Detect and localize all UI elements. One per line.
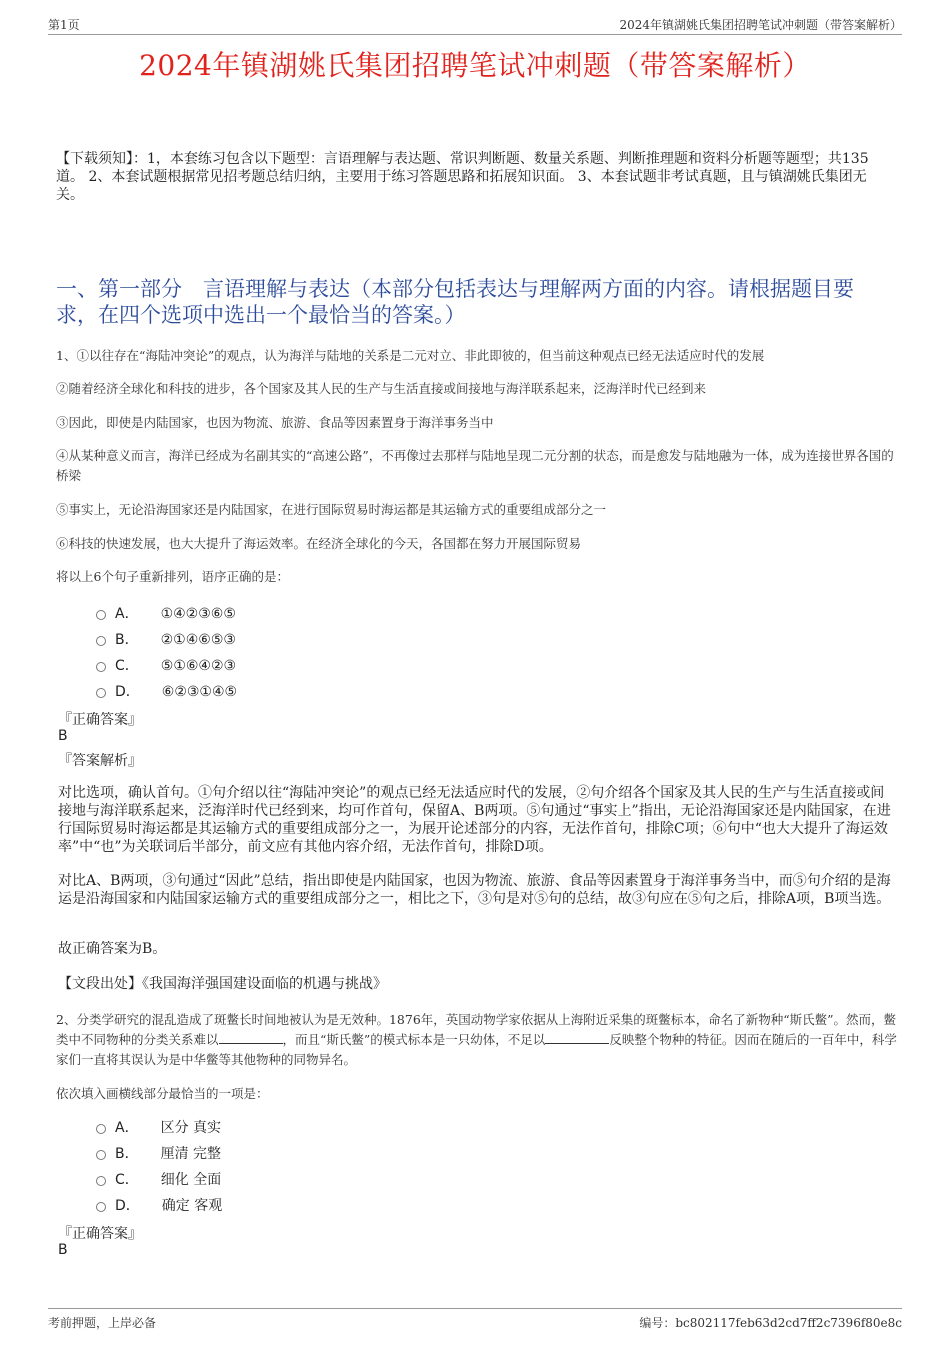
radio-icon[interactable]	[96, 1124, 106, 1134]
q2-option-d[interactable]: D． 确定 客观	[96, 1193, 222, 1219]
q2-answer-label: 『正确答案』	[58, 1226, 142, 1242]
radio-icon[interactable]	[96, 688, 106, 698]
q1-analysis-p1: 对比选项，确认首句。①句介绍以往“海陆冲突论”的观点已经无法适应时代的发展，②句介绍各个国家及其人民的生产与生活直接或间接地与海洋联系起来，泛海洋时代已经到来，均可作首句，保留A、B两项。⑤句通过“事实上”指出，无论沿海国家还是内陆国家，在进行国际贸易时海运都是其运输方式的重要组成部分之一，为展开论述部分的内容，无法作首句，排除C项；⑥句中“也大大提升了海运效率”中“也”为关联词后半部分，前文应有其他内容介绍，无法作首句，排除D项。	[58, 785, 891, 855]
q1-source: 【文段出处】《我国海洋强国建设面临的机遇与挑战》	[58, 976, 387, 992]
q2-option-b[interactable]: B． 厘清 完整	[96, 1141, 222, 1167]
q2-option-c[interactable]: C． 细化 全面	[96, 1167, 222, 1193]
q2-options	[96, 1115, 222, 1219]
fill-blank-1[interactable]	[219, 1031, 283, 1044]
q1-answer: B	[58, 728, 68, 744]
q2-option-a[interactable]: A． 区分 真实	[96, 1115, 222, 1141]
page-footer	[48, 1308, 902, 1329]
q2-answer: B	[58, 1242, 68, 1258]
radio-icon[interactable]	[96, 636, 106, 646]
q2-prompt: 依次填入画横线部分最恰当的一项是：	[56, 1086, 269, 1101]
q1-line-6: ⑥科技的快速发展，也大大提升了海运效率。在经济全球化的今天，各国都在努力开展国际贸易	[56, 536, 582, 551]
page-number: 第1页	[48, 18, 80, 32]
q1-answer-label: 『正确答案』	[58, 712, 142, 728]
download-notice: 【下载须知】：1，本套练习包含以下题型：言语理解与表达题、常识判断题、数量关系题、判断推理题和资料分析题等题型；共135道。 2、本套试题根据常见招考题总结归纳，主要用于练习答题思路和拓展知识面。 3、本套试题非考试真题，且与镇湖姚氏集团无关。	[56, 151, 869, 203]
q1-line-4: ④从某种意义而言，海洋已经成为名副其实的“高速公路”，不再像过去那样与陆地呈现二元分割的状态，而是愈发与陆地融为一体，成为连接世界各国的桥梁	[56, 448, 894, 483]
q1-line-1: 1、①以往存在“海陆冲突论”的观点，认为海洋与陆地的关系是二元对立、非此即彼的，但当前这种观点已经无法适应时代的发展	[56, 348, 765, 363]
radio-icon[interactable]	[96, 662, 106, 672]
document-title: 2024年镇湖姚氏集团招聘笔试冲刺题（带答案解析）	[139, 49, 811, 82]
radio-icon[interactable]	[96, 610, 106, 620]
q1-line-2: ②随着经济全球化和科技的进步，各个国家及其人民的生产与生活直接或间接地与海洋联系起来，泛海洋时代已经到来	[56, 381, 707, 396]
q1-prompt: 将以上6个句子重新排列，语序正确的是：	[56, 569, 289, 584]
q1-line-3: ③因此，即使是内陆国家，也因为物流、旅游、食品等因素置身于海洋事务当中	[56, 415, 494, 430]
header-doc-title: 2024年镇湖姚氏集团招聘笔试冲刺题（带答案解析）	[619, 18, 902, 32]
q1-analysis-label: 『答案解析』	[58, 753, 142, 769]
q1-line-5: ⑤事实上，无论沿海国家还是内陆国家，在进行国际贸易时海运都是其运输方式的重要组成部分之一	[56, 502, 607, 517]
q1-options	[96, 601, 237, 705]
fill-blank-2[interactable]	[545, 1031, 609, 1044]
footer-slogan: 考前押题，上岸必备	[48, 1316, 157, 1330]
radio-icon[interactable]	[96, 1176, 106, 1186]
q2-text: 2、分类学研究的混乱造成了斑鳖长时间地被认为是无效种。1876年，英国动物学家依据从上海附近采集的斑鳖标本，命名了新物种“斯氏鳖”。然而，鳖类中不同物种的分类关系难以 ，而且“斯氏鳖”的模式标本是一只幼体，不足以 反映整个物种的特征。因而在随后的一百年中，科学家们一直将其误认为是中华鳖等其他物种的同物异名。	[56, 1012, 897, 1067]
section-title: 一、第一部分 言语理解与表达（本部分包括表达与理解两方面的内容。请根据题目要求，在四个选项中选出一个最恰当的答案。）	[56, 277, 854, 327]
q1-analysis-p2: 对比A、B两项，③句通过“因此”总结，指出即使是内陆国家，也因为物流、旅游、食品等因素置身于海洋事务当中，而⑤句介绍的是海运是沿海国家和内陆国家运输方式的重要组成部分之一，相比之下，③句是对⑤句的总结，故③句应在⑤句之后，排除A项，B项当选。	[58, 873, 891, 907]
q1-option-c[interactable]: C． ⑤①⑥④②③	[96, 653, 237, 679]
radio-icon[interactable]	[96, 1202, 106, 1212]
q1-analysis-p3: 故正确答案为B。	[58, 941, 167, 957]
footer-doc-id: 编号：bc802117feb63d2cd7ff2c7396f80e8c	[639, 1316, 902, 1330]
q1-option-d[interactable]: D． ⑥②③①④⑤	[96, 679, 237, 705]
radio-icon[interactable]	[96, 1150, 106, 1160]
page-header	[48, 12, 902, 35]
q1-option-b[interactable]: B． ②①④⑥⑤③	[96, 627, 237, 653]
q1-option-a[interactable]: A． ①④②③⑥⑤	[96, 601, 237, 627]
